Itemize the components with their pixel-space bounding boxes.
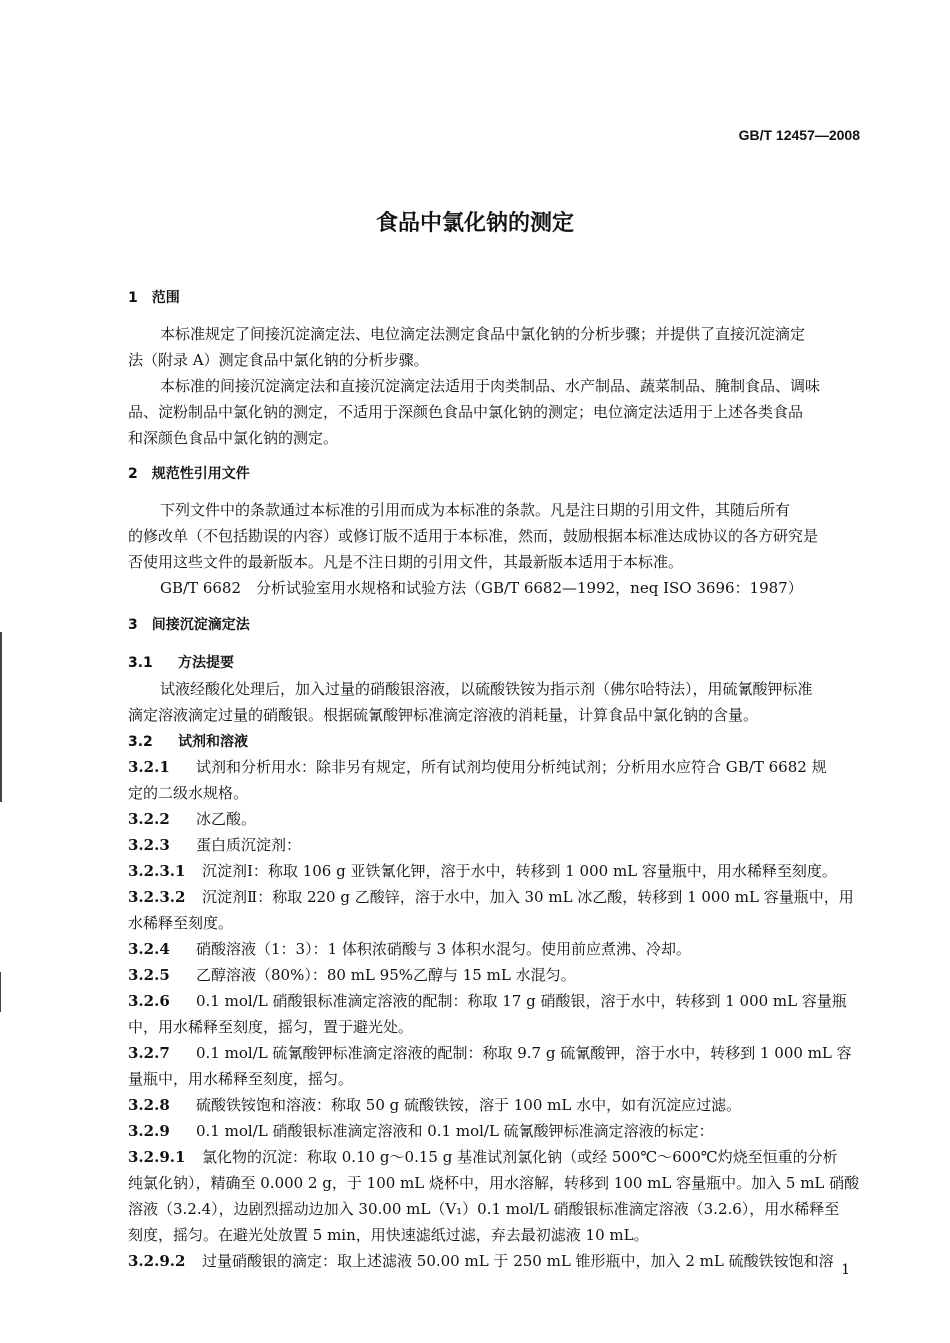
s321-line-2: 定的二级水规格。 (128, 784, 249, 802)
s326-text: 0.1 mol/L 硝酸银标准滴定溶液的配制：称取 17 g 硝酸银，溶于水中，转移到 1 000 mL 容量瓶 (196, 992, 847, 1010)
s329-line (128, 1121, 714, 1141)
s32-heading (128, 731, 248, 752)
section-2-heading: 2 规范性引用文件 (128, 466, 250, 482)
s32-num: 3.2 (128, 734, 153, 750)
s1-p2-line-2: 品、淀粉制品中氯化钠的测定，不适用于深颜色食品中氯化钠的测定；电位滴定法适用于上述各类食品 (128, 403, 804, 421)
s328-num: 3.2.8 (128, 1096, 170, 1114)
s3292-line (128, 1251, 834, 1271)
s323-num: 3.2.3 (128, 836, 170, 854)
s329-num: 3.2.9 (128, 1122, 170, 1140)
s2-p1-line-2: 的修改单（不包括勘误的内容）或修订版不适用于本标准，然而，鼓励根据本标准达成协议的各方研究是 (128, 527, 819, 545)
document-title: 食品中氯化钠的测定 (375, 211, 574, 236)
s3291-line-2: 纯氯化钠），精确至 0.000 2 g，于 100 mL 烧杯中，用水溶解，转移到 100 mL 容量瓶中。加入 5 mL 硝酸 (128, 1174, 860, 1192)
s3232-num: 3.2.3.2 (128, 888, 186, 906)
s325-line (128, 965, 576, 985)
s323-line (128, 835, 301, 855)
s324-num: 3.2.4 (128, 940, 170, 958)
s3232-line-2: 水稀释至刻度。 (128, 914, 234, 932)
s322-num: 3.2.2 (128, 810, 170, 828)
s3231-text: 沉淀剂Ⅰ：称取 106 g 亚铁氰化钾，溶于水中，转移到 1 000 mL 容量瓶中，用水稀释至刻度。 (202, 862, 837, 880)
scan-edge-mark (0, 632, 2, 802)
s3291-line-4: 刻度，摇匀。在避光处放置 5 min，用快速滤纸过滤，弃去最初滤液 10 mL。 (128, 1226, 649, 1244)
s3231-num: 3.2.3.1 (128, 862, 186, 880)
s328-line (128, 1095, 741, 1115)
s3231-line (128, 861, 837, 881)
s3232-text: 沉淀剂Ⅱ：称取 220 g 乙酸锌，溶于水中，加入 30 mL 冰乙酸，转移到 1 000 mL 容量瓶中，用 (202, 888, 854, 906)
s3291-text: 氯化物的沉淀：称取 0.10 g～0.15 g 基准试剂氯化钠（或经 500℃～600℃灼烧至恒重的分析 (202, 1148, 838, 1166)
s321-num: 3.2.1 (128, 758, 170, 776)
s3232-line-1 (128, 887, 854, 907)
s1-p1-line-1: 本标准规定了间接沉淀滴定法、电位滴定法测定食品中氯化钠的分析步骤；并提供了直接沉淀滴定 (160, 325, 806, 343)
s324-line (128, 939, 691, 959)
s3291-line-1 (128, 1147, 838, 1167)
s1-p1-line-2: 法（附录 A）测定食品中氯化钠的分析步骤。 (128, 351, 429, 369)
s321-text: 试剂和分析用水：除非另有规定，所有试剂均使用分析纯试剂；分析用水应符合 GB/T 6682 规 (196, 758, 827, 776)
s322-line (128, 809, 256, 829)
section-3-heading: 3 间接沉淀滴定法 (128, 617, 250, 633)
s31-line-1: 试液经酸化处理后，加入过量的硝酸银溶液，以硫酸铁铵为指示剂（佛尔哈特法），用硫氰酸钾标准 (160, 680, 813, 698)
s323-text: 蛋白质沉淀剂： (196, 836, 302, 854)
s328-text: 硫酸铁铵饱和溶液：称取 50 g 硫酸铁铵，溶于 100 mL 水中，如有沉淀应过滤。 (196, 1096, 742, 1114)
s326-line-2: 中，用水稀释至刻度，摇匀，置于避光处。 (128, 1018, 414, 1036)
standard-code: GB/T 12457—2008 (738, 127, 860, 143)
s1-p2-line-3: 和深颜色食品中氯化钠的测定。 (128, 429, 339, 447)
s2-p1-line-3: 否使用这些文件的最新版本。凡是不注日期的引用文件，其最新版本适用于本标准。 (128, 553, 684, 571)
page-number: 1 (841, 1262, 850, 1278)
s324-text: 硝酸溶液（1：3）：1 体积浓硝酸与 3 体积水混匀。使用前应煮沸、冷却。 (196, 940, 691, 958)
s31-line-2: 滴定溶液滴定过量的硝酸银。根据硫氰酸钾标准滴定溶液的消耗量，计算食品中氯化钠的含量。 (128, 706, 759, 724)
s327-line-1 (128, 1043, 852, 1063)
s3292-num: 3.2.9.2 (128, 1252, 186, 1270)
s327-num: 3.2.7 (128, 1044, 170, 1062)
s2-p1-line-1: 下列文件中的条款通过本标准的引用而成为本标准的条款。凡是注日期的引用文件，其随后所有 (160, 501, 791, 519)
scan-edge-mark-2 (0, 972, 1, 1012)
s1-p2-line-1: 本标准的间接沉淀滴定法和直接沉淀滴定法适用于肉类制品、水产制品、蔬菜制品、腌制食品、调味 (160, 377, 821, 395)
s3291-num: 3.2.9.1 (128, 1148, 186, 1166)
s32-title: 试剂和溶液 (178, 734, 248, 750)
s3291-line-3: 溶液（3.2.4），边剧烈摇动边加入 30.00 mL（V₁）0.1 mol/L 硝酸银标准滴定溶液（3.2.6），用水稀释至 (128, 1200, 840, 1218)
s2-reference: GB/T 6682 分析试验室用水规格和试验方法（GB/T 6682—1992，neq ISO 3696：1987） (160, 579, 803, 597)
s325-num: 3.2.5 (128, 966, 170, 984)
s322-text: 冰乙酸。 (196, 810, 257, 828)
s327-text: 0.1 mol/L 硫氰酸钾标准滴定溶液的配制：称取 9.7 g 硫氰酸钾，溶于水中，转移到 1 000 mL 容 (196, 1044, 852, 1062)
s31-heading (128, 652, 234, 673)
s3292-text: 过量硝酸银的滴定：取上述滤液 50.00 mL 于 250 mL 锥形瓶中，加入 2 mL 硫酸铁铵饱和溶 (202, 1252, 834, 1270)
s31-title: 方法提要 (178, 655, 234, 671)
s31-num: 3.1 (128, 655, 153, 671)
s321-line-1 (128, 757, 827, 777)
section-1-heading: 1 范围 (128, 290, 180, 306)
s325-text: 乙醇溶液（80%）：80 mL 95%乙醇与 15 mL 水混匀。 (196, 966, 576, 984)
s326-num: 3.2.6 (128, 992, 170, 1010)
s327-line-2: 量瓶中，用水稀释至刻度，摇匀。 (128, 1070, 354, 1088)
s329-text: 0.1 mol/L 硝酸银标准滴定溶液和 0.1 mol/L 硫氰酸钾标准滴定溶液的标定： (196, 1122, 714, 1140)
s326-line-1 (128, 991, 847, 1011)
